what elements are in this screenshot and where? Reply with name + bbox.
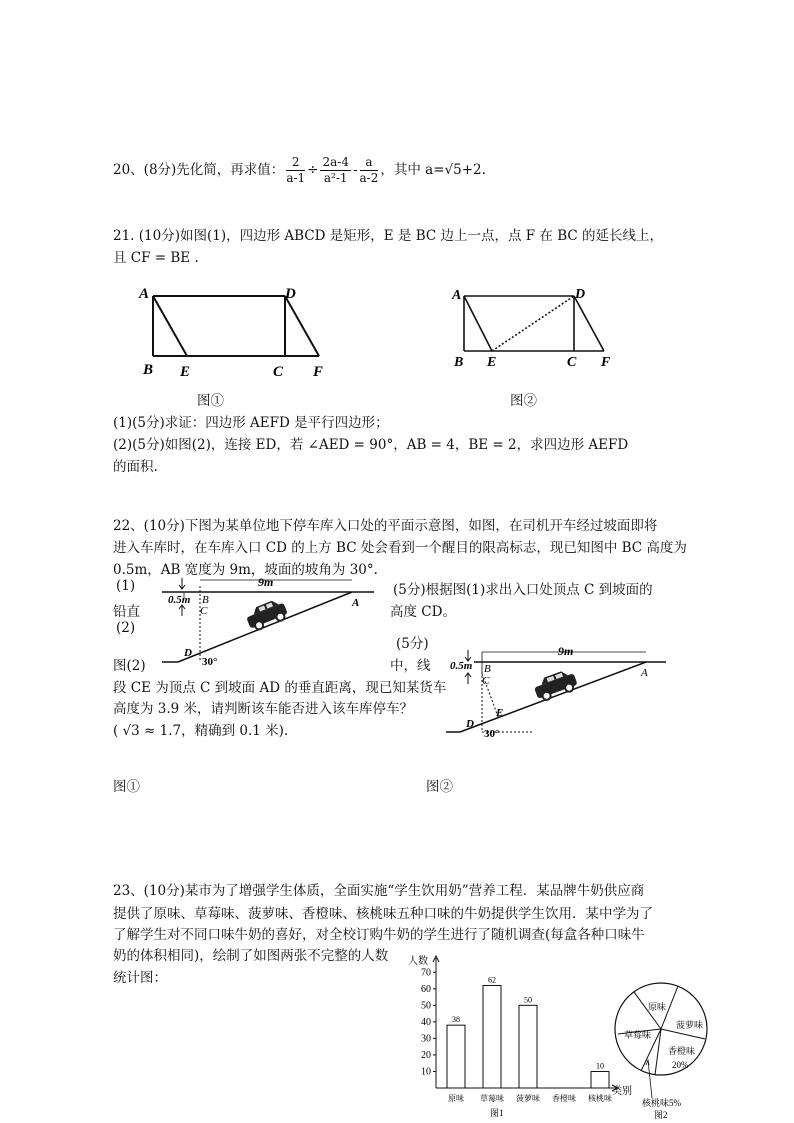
q21-part2-line1: (2)(5分)如图(2)，连接 ED，若 ∠AED = 90°，AB = 4，BE = 2，求四边形 AEFD: [113, 437, 629, 453]
chart-title: 图1: [490, 1108, 504, 1118]
q20: 20、(8分)先化简，再求值： $\frac{2}{a-1}$ ÷ $\frac{2a-4}{\text{a²-1}}$ - $\frac{a}{a-2}$ ，其中 a=√5+2.: [113, 155, 486, 185]
label-C: C: [482, 675, 490, 687]
label-D: D: [184, 647, 192, 659]
bar: [591, 1071, 609, 1088]
q22-line3: 0.5m，AB 宽度为 9m，坡面的坡角为 30°.: [113, 562, 378, 578]
q22-figure-2: [446, 642, 670, 742]
q23-line3: 了解学生对不同口味牛奶的喜好，对全校订购牛奶的学生进行了随机调查(每盒各种口味牛: [113, 927, 645, 943]
q22-right-4: 中，线: [390, 658, 431, 674]
label-A: A: [352, 597, 360, 609]
q21-line2: 且 CF = BE .: [113, 250, 199, 266]
dim-9m: 9m: [258, 576, 274, 589]
q22-fig1-caption: 图①: [113, 779, 140, 795]
bar: [519, 1005, 537, 1088]
x-tick-label: 原味: [448, 1094, 464, 1103]
q23-line4: 奶的体积相同)，绘制了如图两张不完整的人数: [113, 948, 389, 964]
q22-line-b: 高度为 3.9 米，请判断该车能否进入该车库停车？: [113, 701, 414, 717]
label-C: C: [200, 605, 208, 617]
label-F: F: [313, 364, 324, 380]
q20-suffix: ，其中 a=√5+2.: [380, 162, 486, 178]
q22-left-4: 图(2): [113, 658, 146, 674]
y-axis-label: 人数: [408, 956, 428, 967]
q23-line1: 23、(10分)某市为了增强学生体质，全面实施“学生饮用奶”营养工程．某品牌牛奶供应商: [113, 883, 645, 899]
label-E: E: [180, 364, 191, 380]
fraction-2: $\frac{2a-4}{\text{a²-1}}$: [322, 155, 349, 185]
label-A: A: [139, 286, 150, 302]
q22-fig2-caption: 图②: [426, 779, 453, 795]
y-tick-label: 30: [421, 1033, 431, 1045]
label-D: D: [285, 286, 296, 302]
label-F: F: [601, 355, 611, 370]
q22-right-3: (5分): [396, 636, 429, 652]
x-axis-label: 类别: [612, 1086, 632, 1097]
y-tick-label: 70: [421, 967, 431, 979]
dim-05m: 0.5m: [450, 660, 473, 672]
q21-figure-1: [135, 282, 345, 380]
label-B: B: [202, 594, 209, 606]
label-B: B: [454, 355, 464, 370]
pie-chart: [610, 978, 730, 1123]
q22-line-c: ( √3 ≈ 1.7，精确到 0.1 米).: [113, 723, 289, 739]
y-tick-label: 10: [421, 1066, 431, 1078]
label-E: E: [496, 707, 504, 719]
data-label: 38: [452, 1015, 460, 1025]
q22-line-a: 段 CE 为顶点 C 到坡面 AD 的垂直距离，现已知某货车: [113, 680, 447, 696]
bar: [447, 1025, 465, 1088]
label-B: B: [143, 362, 154, 378]
q22-figure-1: [162, 576, 380, 670]
q22-left-1: (1): [116, 578, 136, 594]
label-D: D: [466, 718, 474, 730]
dim-9m: 9m: [558, 644, 574, 658]
pie-label-yuan: 原味: [648, 1002, 667, 1012]
q21-part1: (1)(5分)求证：四边形 AEFD 是平行四边形；: [113, 415, 389, 431]
y-tick-label: 20: [421, 1049, 431, 1061]
pie-label-hetao: 核桃味5%: [642, 1098, 681, 1108]
label-B: B: [484, 663, 491, 675]
x-tick-label: 香橙味: [552, 1094, 576, 1103]
q22-left-2: 铅直: [113, 604, 140, 620]
bar: [483, 985, 501, 1088]
dim-05m: 0.5m: [168, 594, 191, 606]
pie-label-xc-pct: 20%: [672, 1060, 689, 1070]
q22-line1: 22、(10分)下图为某单位地下停车库入口处的平面示意图，如图，在司机开车经过坡面即将: [113, 518, 658, 534]
x-tick-label: 核桃味: [588, 1094, 612, 1103]
q21-line1: 21. (10分)如图(1)，四边形 ABCD 是矩形，E 是 BC 边上一点，点 F 在 BC 的延长线上，: [113, 228, 664, 244]
q22-right-1: (5分)根据图(1)求出入口处顶点 C 到坡面的: [393, 582, 653, 598]
x-tick-label: 菠萝味: [516, 1094, 540, 1103]
q20-prefix: 20、(8分)先化简，再求值：: [113, 162, 285, 178]
y-tick-label: 50: [421, 1000, 431, 1012]
q23-line2: 提供了原味、草莓味、菠萝味、香橙味、核桃味五种口味的牛奶提供学生饮用．某中学为了: [113, 906, 653, 922]
q22-line2: 进入车库时，在车库入口 CD 的上方 BC 处会看到一个醒目的限高标志，现已知图中 BC 高度为: [113, 540, 687, 556]
label-A: A: [452, 288, 462, 303]
label-C: C: [567, 355, 577, 370]
label-A: A: [641, 667, 648, 679]
car-icon: [532, 668, 579, 703]
y-tick-label: 60: [421, 983, 431, 995]
q22-right-2: 高度 CD。: [390, 604, 456, 620]
q21-part2-line2: 的面积.: [113, 459, 158, 475]
label-E: E: [487, 355, 497, 370]
data-label: 50: [524, 995, 532, 1005]
pie-label-boluo: 菠萝味: [676, 1020, 704, 1030]
q22-left-3: (2): [116, 620, 136, 636]
y-tick-label: 40: [421, 1016, 431, 1028]
bar-chart: [398, 950, 638, 1123]
data-label: 10: [596, 1061, 604, 1071]
q21-fig1-caption: 图①: [197, 393, 224, 409]
data-label: 62: [488, 975, 496, 985]
fraction-3: $\frac{a}{a-2}$: [359, 155, 379, 185]
q21-figure-2: [448, 284, 628, 372]
label-D: D: [575, 287, 586, 302]
angle-30: 30°: [202, 656, 218, 668]
q21-fig2-caption: 图②: [510, 393, 537, 409]
x-tick-label: 草莓味: [480, 1094, 504, 1103]
pie-label-caomei: 草莓味: [624, 1030, 652, 1040]
q23-line5: 统计图：: [113, 970, 167, 986]
label-C: C: [273, 364, 284, 380]
angle-30: 30°: [484, 728, 500, 740]
fraction-1: $\frac{2}{a-1}$: [286, 155, 306, 185]
pie-label-xiangcheng: 香橙味: [668, 1046, 696, 1056]
pie-title: 图2: [654, 1110, 668, 1120]
